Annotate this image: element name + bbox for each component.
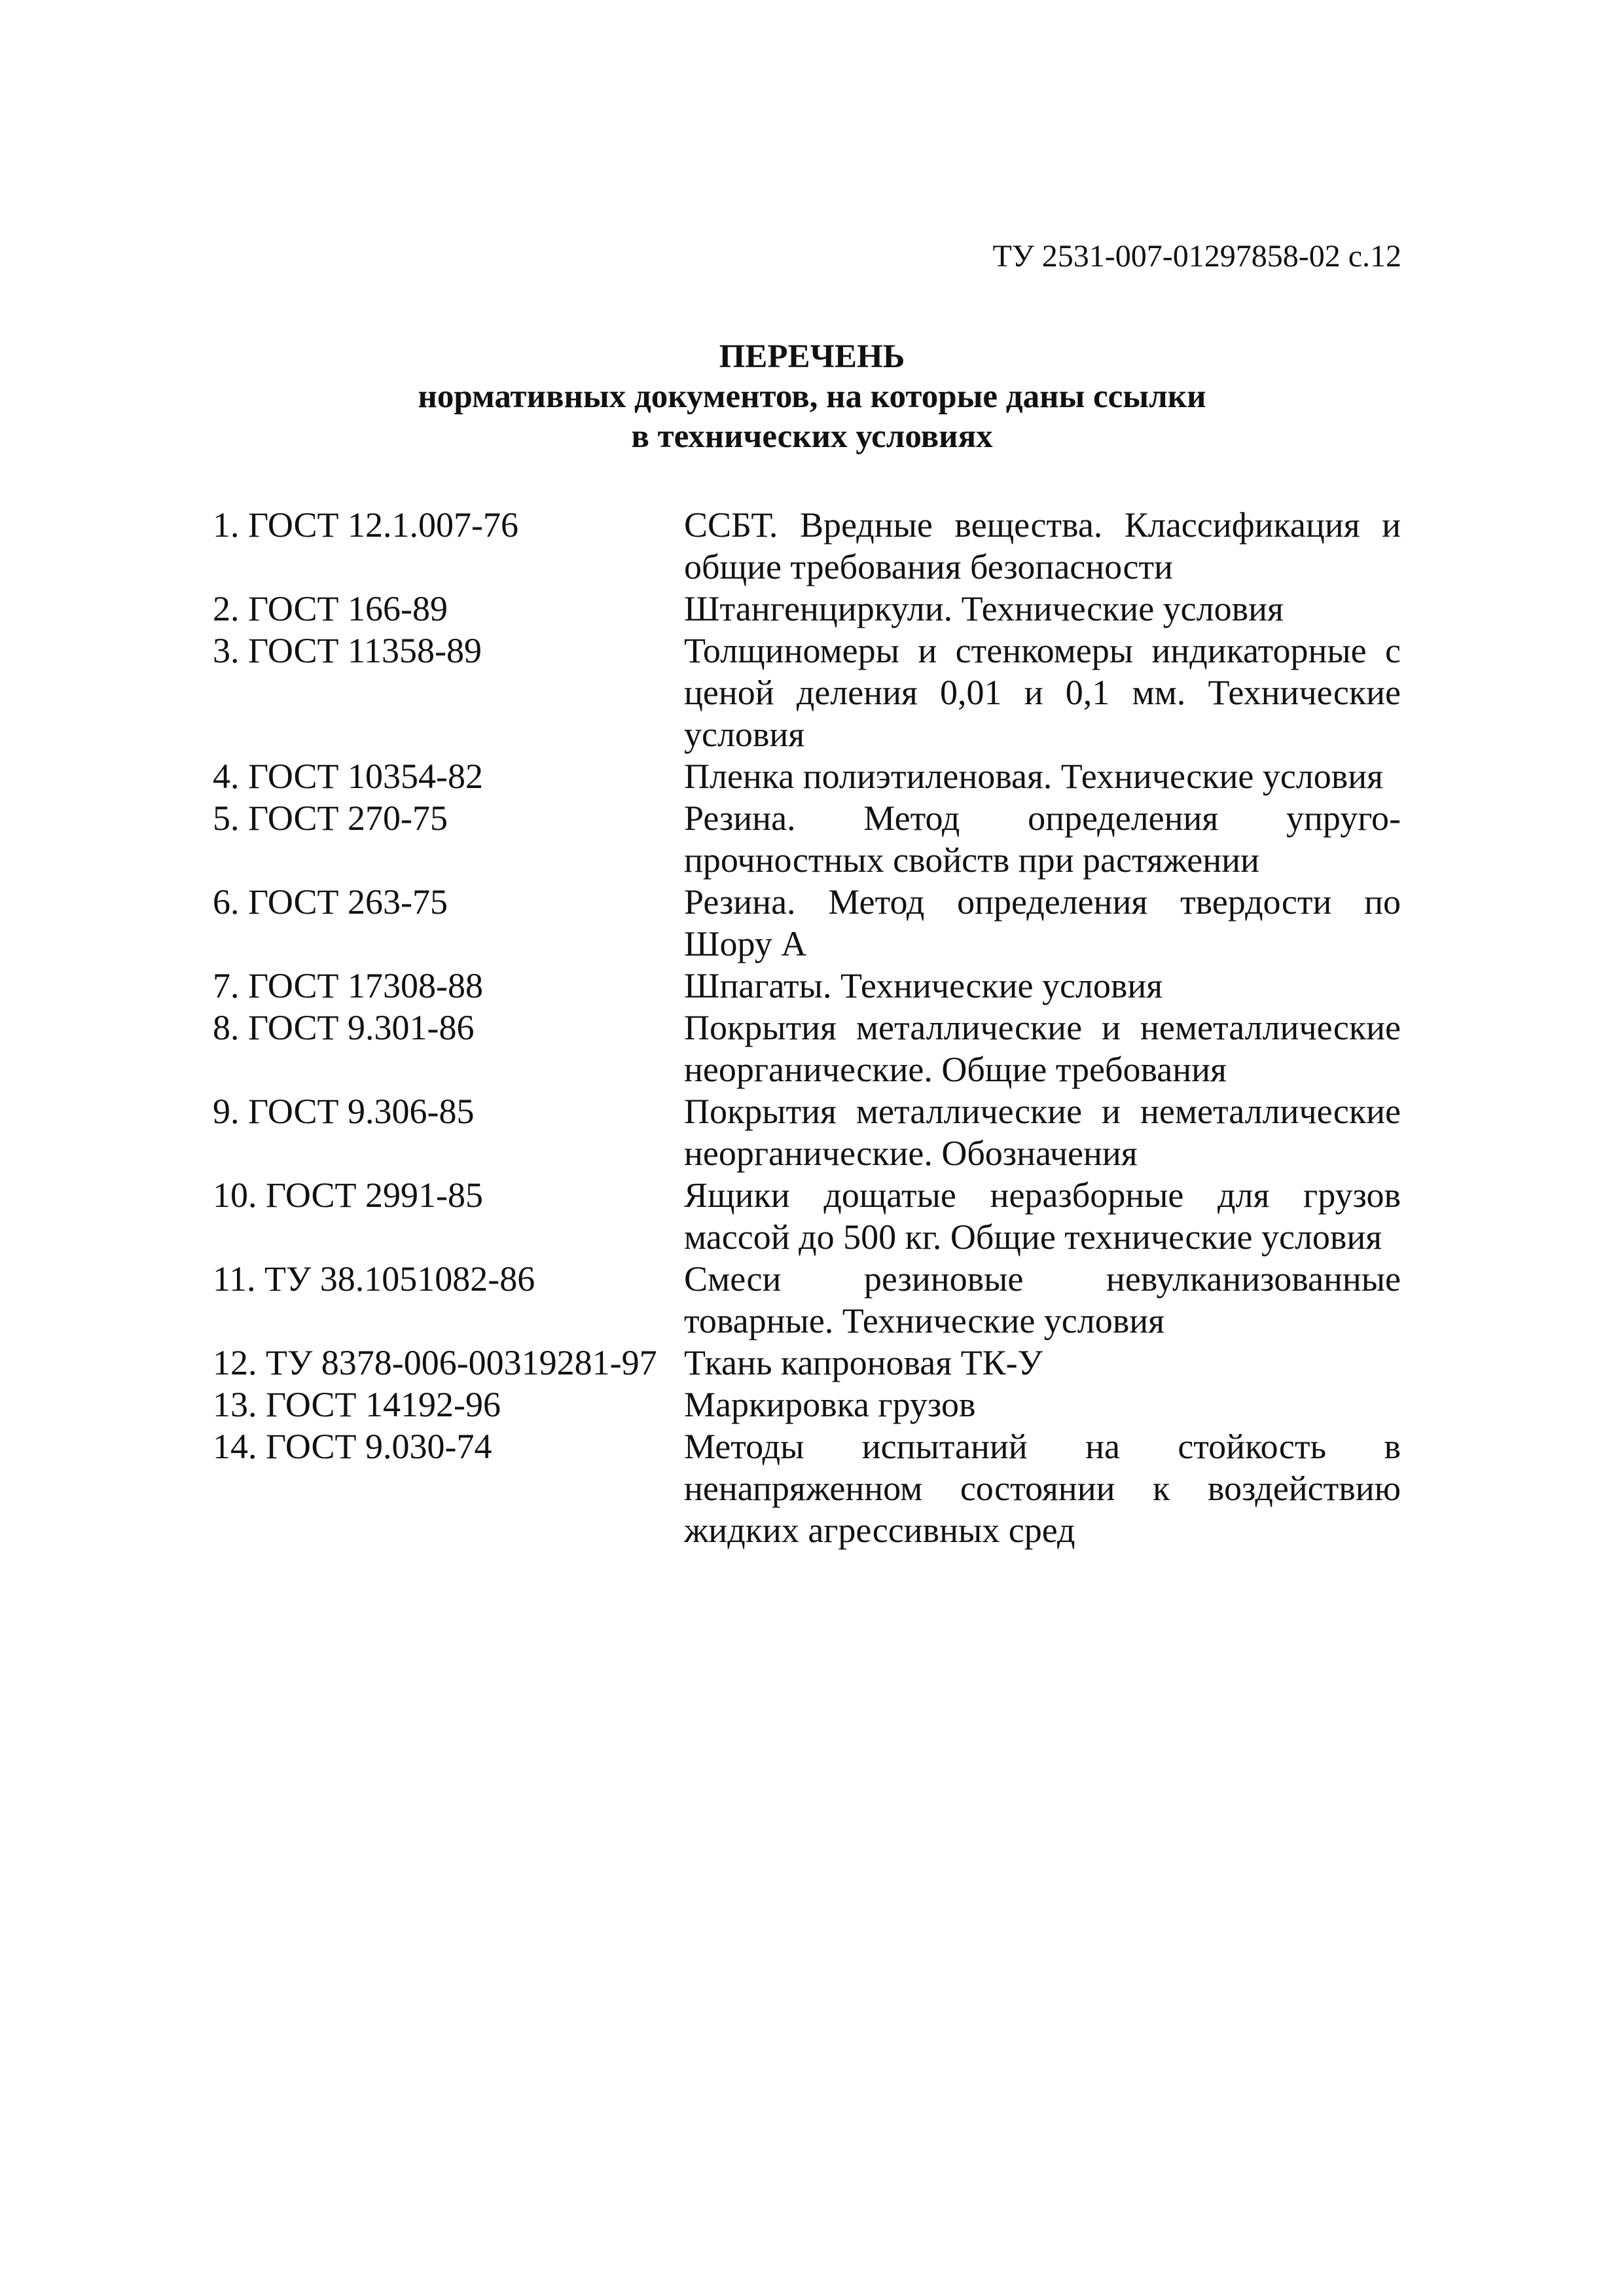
document-description: Резина. Метод определения упруго-прочностных свойств при растяжении [684,798,1401,880]
document-description: Маркировка грузов [684,1385,976,1424]
document-code: 14. ГОСТ 9.030-74 [213,1427,492,1466]
document-code: 11. ТУ 38.1051082-86 [213,1259,535,1299]
list-item [213,1426,1401,1551]
document-description: Резина. Метод определения твердости по Шору А [684,882,1401,963]
document-code: 7. ГОСТ 17308-88 [213,966,484,1005]
document-code: 1. ГОСТ 12.1.007-76 [213,505,519,545]
document-description: Шпагаты. Технические условия [684,966,1163,1005]
title-subtitle-line-1: нормативных документов, на которые даны ссылки [418,378,1206,415]
list-item [213,1342,1401,1384]
list-item [213,755,1401,797]
document-description: Покрытия металлические и неметаллические неорганические. Общие требования [684,1008,1401,1089]
document-description: Ящики дощатые неразборные для грузов массой до 500 кг. Общие технические условия [684,1175,1401,1257]
document-code: 13. ГОСТ 14192-96 [213,1385,501,1424]
list-item [213,881,1401,965]
document-code: 3. ГОСТ 11358-89 [213,631,482,670]
document-description: Пленка полиэтиленовая. Технические условия [684,757,1383,796]
document-description: Методы испытаний на стойкость в ненапряженном состоянии к воздействию жидких агрессивных сред [684,1427,1401,1550]
list-item [213,588,1401,630]
document-code: 10. ГОСТ 2991-85 [213,1175,484,1215]
list-item [213,965,1401,1007]
title-block [0,337,1624,457]
document-description: ССБТ. Вредные вещества. Классификация и общие требования безопасности [684,505,1401,586]
document-code: 2. ГОСТ 166-89 [213,589,448,628]
document-code: 8. ГОСТ 9.301-86 [213,1008,475,1047]
document-header-code: ТУ 2531-007-01297858-02 с.12 [992,239,1401,274]
list-item [213,1174,1401,1258]
title-heading: ПЕРЕЧЕНЬ [719,338,905,375]
document-description: Толщиномеры и стенкомеры индикаторные с ценой деления 0,01 и 0,1 мм. Технические условия [684,631,1401,754]
document-description: Ткань капроновая ТК-У [684,1343,1043,1382]
list-item [213,630,1401,755]
list-item [213,1258,1401,1342]
document-description: Штангенциркули. Технические условия [684,589,1284,628]
list-item [213,1007,1401,1090]
document-code: 6. ГОСТ 263-75 [213,882,448,922]
list-item [213,504,1401,588]
normative-documents-list [213,504,1401,1551]
document-code: 5. ГОСТ 270-75 [213,798,448,838]
document-code: 4. ГОСТ 10354-82 [213,757,484,796]
list-item [213,1384,1401,1426]
document-code: 12. ТУ 8378-006-00319281-97 [213,1343,657,1382]
document-code: 9. ГОСТ 9.306-85 [213,1092,475,1131]
list-item [213,797,1401,881]
title-subtitle-line-2: в технических условиях [631,418,993,455]
list-item [213,1090,1401,1174]
document-description: Покрытия металлические и неметаллические неорганические. Обозначения [684,1092,1401,1173]
document-description: Смеси резиновые невулканизованные товарные. Технические условия [684,1259,1401,1340]
